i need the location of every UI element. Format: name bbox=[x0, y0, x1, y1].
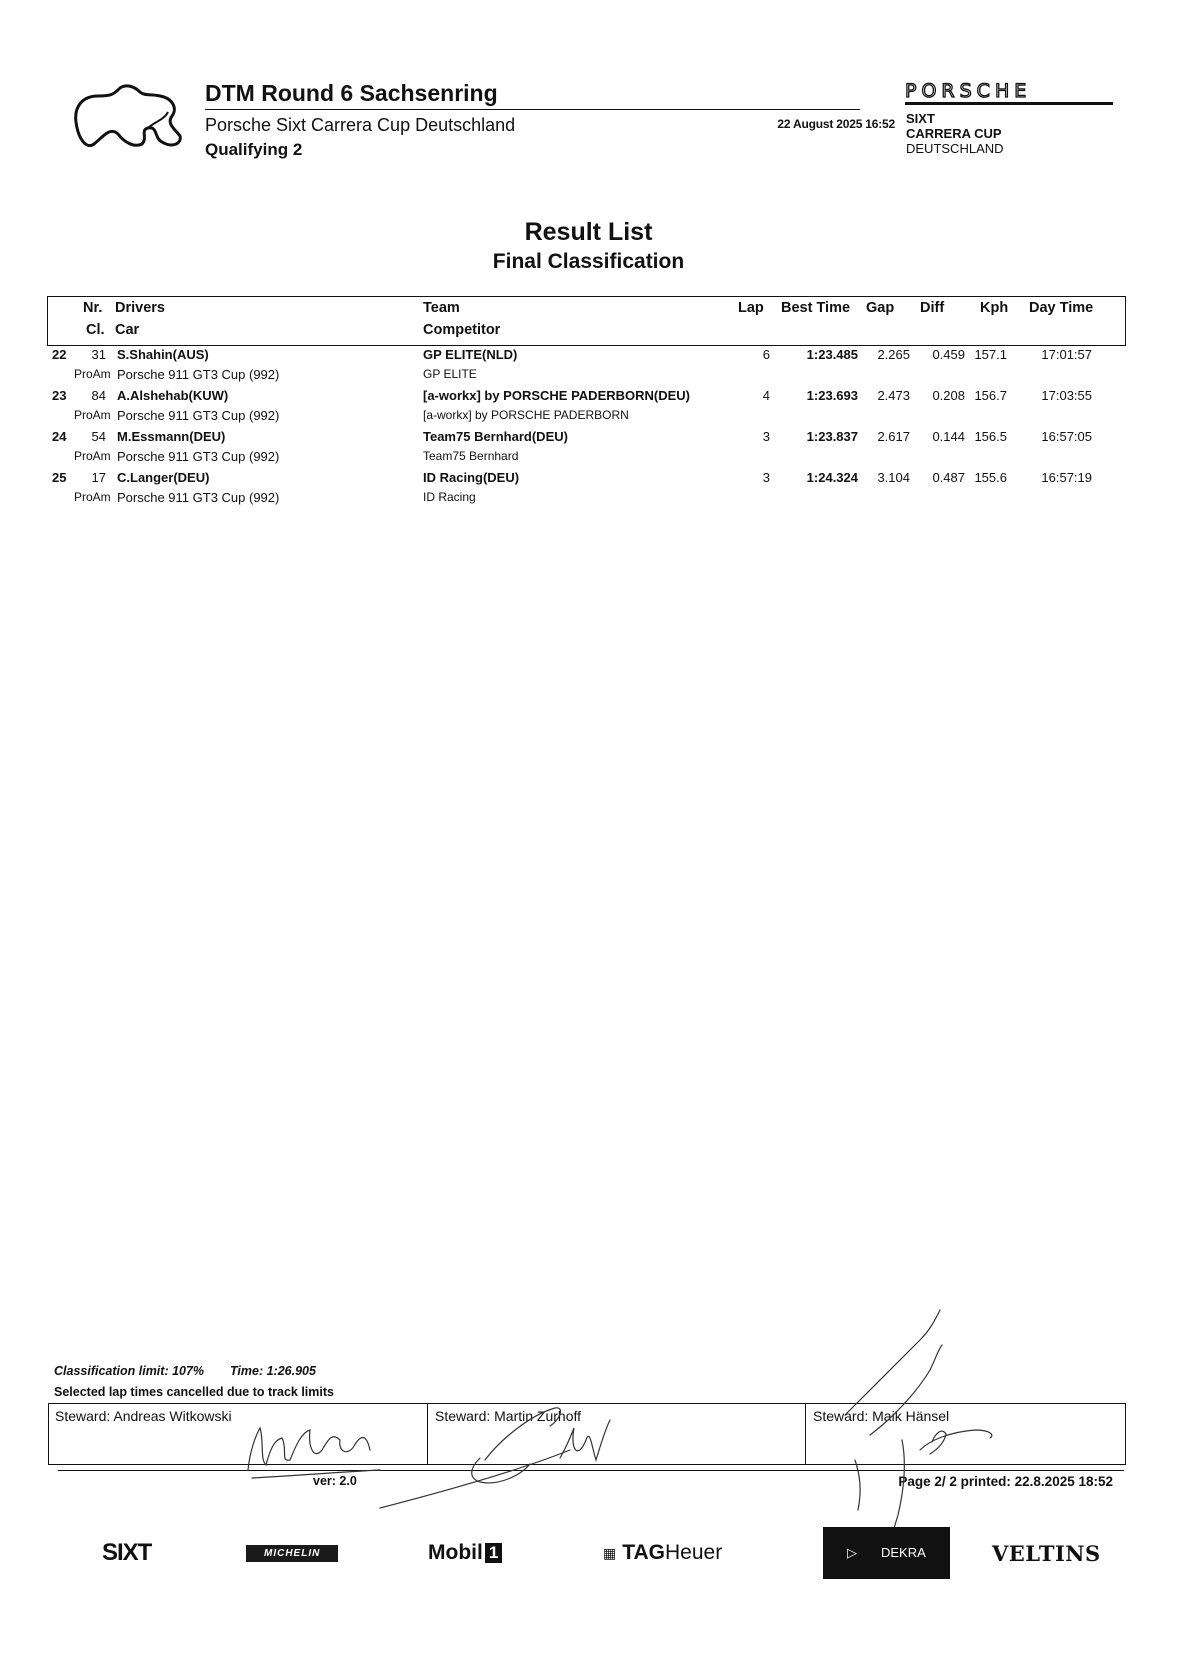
series-name: Porsche Sixt Carrera Cup Deutschland bbox=[205, 115, 516, 135]
dekra-logo bbox=[823, 1535, 950, 1571]
michelin-logo bbox=[246, 1535, 338, 1571]
col-nr: Nr. bbox=[83, 300, 103, 316]
row-driver: A.Alshehab(KUW) bbox=[117, 388, 229, 403]
tagheuer-logo-suffix: Heuer bbox=[665, 1541, 723, 1564]
row-gap: 2.473 bbox=[877, 388, 910, 403]
row-gap: 3.104 bbox=[877, 470, 910, 485]
version-label: ver: 2.0 bbox=[313, 1474, 357, 1488]
cup-logo-line-carrera: CARRERA CUP bbox=[906, 126, 1002, 141]
col-car: Car bbox=[115, 322, 140, 338]
row-driver: C.Langer(DEU) bbox=[117, 470, 210, 485]
col-competitor: Competitor bbox=[423, 322, 501, 338]
col-kph: Kph bbox=[980, 300, 1009, 316]
row-team: [a-workx] by PORSCHE PADERBORN(DEU) bbox=[423, 388, 691, 403]
row-best-time: 1:23.837 bbox=[806, 429, 858, 444]
print-date: 22 August 2025 16:52 bbox=[777, 117, 895, 131]
table-row bbox=[0, 468, 1177, 509]
row-class: ProAm bbox=[74, 367, 111, 381]
track-limits-note: Selected lap times cancelled due to track limits bbox=[54, 1385, 334, 1399]
tagheuer-shield-icon: ▦ bbox=[603, 1544, 617, 1561]
porsche-logo bbox=[905, 80, 1113, 106]
document-subtitle: Final Classification bbox=[492, 250, 685, 273]
row-car: Porsche 911 GT3 Cup (992) bbox=[117, 408, 280, 423]
row-lap: 3 bbox=[762, 429, 770, 444]
row-best-time: 1:23.485 bbox=[806, 347, 858, 362]
row-position: 24 bbox=[52, 429, 67, 444]
document-title: Result List bbox=[524, 218, 653, 246]
cup-logo-line-sixt: SIXT bbox=[906, 111, 935, 126]
row-car-number: 31 bbox=[91, 347, 106, 362]
row-diff: 0.459 bbox=[932, 347, 965, 362]
row-gap: 2.265 bbox=[877, 347, 910, 362]
steward-label: Steward: Martin Zurhoff bbox=[435, 1408, 582, 1424]
mobil-one-mark: 1 bbox=[485, 1543, 502, 1563]
row-competitor: GP ELITE bbox=[423, 367, 477, 381]
row-diff: 0.487 bbox=[932, 470, 965, 485]
row-position: 23 bbox=[52, 388, 67, 403]
sixt-logo-text: SIXT bbox=[102, 1539, 152, 1566]
row-car-number: 17 bbox=[91, 470, 106, 485]
michelin-logo-text: MICHELIN bbox=[246, 1545, 338, 1562]
row-competitor: [a-workx] by PORSCHE PADERBORN bbox=[423, 408, 629, 422]
page-info: Page 2/ 2 printed: 22.8.2025 18:52 bbox=[898, 1474, 1113, 1489]
steward-label: Steward: Maik Hänsel bbox=[813, 1408, 950, 1424]
table-row bbox=[0, 386, 1177, 427]
veltins-logo-text: VELTINS bbox=[992, 1540, 1101, 1566]
table-row bbox=[0, 345, 1177, 386]
session-name: Qualifying 2 bbox=[205, 140, 303, 159]
limit-time: Time: 1:26.905 bbox=[230, 1364, 316, 1378]
porsche-logo-text: PORSCHE bbox=[905, 80, 1032, 102]
table-row bbox=[0, 427, 1177, 468]
row-car-number: 84 bbox=[91, 388, 106, 403]
row-lap: 4 bbox=[762, 388, 770, 403]
row-car: Porsche 911 GT3 Cup (992) bbox=[117, 449, 280, 464]
row-driver: M.Essmann(DEU) bbox=[117, 429, 226, 444]
handwritten-signatures bbox=[230, 1300, 1110, 1540]
event-title: DTM Round 6 Sachsenring bbox=[205, 80, 498, 106]
row-best-time: 1:23.693 bbox=[806, 388, 858, 403]
mobil-logo-text: Mobil bbox=[428, 1541, 483, 1564]
row-day-time: 17:03:55 bbox=[1041, 388, 1092, 403]
row-kph: 156.7 bbox=[974, 388, 1007, 403]
row-day-time: 17:01:57 bbox=[1041, 347, 1092, 362]
tagheuer-logo bbox=[603, 1535, 722, 1571]
col-lap: Lap bbox=[738, 300, 764, 316]
row-team: ID Racing(DEU) bbox=[423, 470, 520, 485]
row-lap: 6 bbox=[762, 347, 770, 362]
row-diff: 0.144 bbox=[932, 429, 965, 444]
results-table-header bbox=[47, 296, 1126, 346]
row-gap: 2.617 bbox=[877, 429, 910, 444]
row-competitor: ID Racing bbox=[423, 490, 476, 504]
row-diff: 0.208 bbox=[932, 388, 965, 403]
row-position: 25 bbox=[52, 470, 67, 485]
steward-label: Steward: Andreas Witkowski bbox=[55, 1408, 232, 1424]
row-kph: 157.1 bbox=[974, 347, 1007, 362]
dekra-logo-text: DEKRA bbox=[869, 1536, 938, 1569]
row-competitor: Team75 Bernhard bbox=[423, 449, 519, 463]
col-drivers: Drivers bbox=[115, 300, 165, 316]
cup-logo-line-country: DEUTSCHLAND bbox=[906, 141, 1004, 156]
row-day-time: 16:57:05 bbox=[1041, 429, 1092, 444]
col-day-time: Day Time bbox=[1029, 300, 1094, 316]
carrera-cup-logo bbox=[906, 111, 1004, 156]
row-kph: 156.5 bbox=[974, 429, 1007, 444]
col-gap: Gap bbox=[866, 300, 895, 316]
row-day-time: 16:57:19 bbox=[1041, 470, 1092, 485]
classification-limit: Classification limit: 107% bbox=[54, 1364, 205, 1378]
sixt-logo bbox=[102, 1535, 151, 1571]
row-kph: 155.6 bbox=[974, 470, 1007, 485]
row-team: GP ELITE(NLD) bbox=[423, 347, 518, 362]
row-position: 22 bbox=[52, 347, 67, 362]
col-class: Cl. bbox=[86, 322, 105, 338]
row-team: Team75 Bernhard(DEU) bbox=[423, 429, 568, 444]
row-class: ProAm bbox=[74, 490, 111, 504]
col-team: Team bbox=[423, 300, 460, 316]
header-rule bbox=[205, 109, 860, 110]
row-best-time: 1:24.324 bbox=[806, 470, 858, 485]
row-car: Porsche 911 GT3 Cup (992) bbox=[117, 490, 280, 505]
col-diff: Diff bbox=[920, 300, 945, 316]
mobil1-logo bbox=[428, 1535, 502, 1571]
veltins-logo bbox=[992, 1535, 1101, 1571]
row-class: ProAm bbox=[74, 449, 111, 463]
row-class: ProAm bbox=[74, 408, 111, 422]
row-lap: 3 bbox=[762, 470, 770, 485]
col-best-time: Best Time bbox=[781, 300, 851, 316]
row-car: Porsche 911 GT3 Cup (992) bbox=[117, 367, 280, 382]
row-car-number: 54 bbox=[91, 429, 106, 444]
row-driver: S.Shahin(AUS) bbox=[117, 347, 209, 362]
circuit-map-icon bbox=[68, 82, 198, 154]
tagheuer-logo-brand: TAG bbox=[622, 1541, 666, 1564]
dekra-arrow-icon: ▷ bbox=[835, 1536, 869, 1570]
